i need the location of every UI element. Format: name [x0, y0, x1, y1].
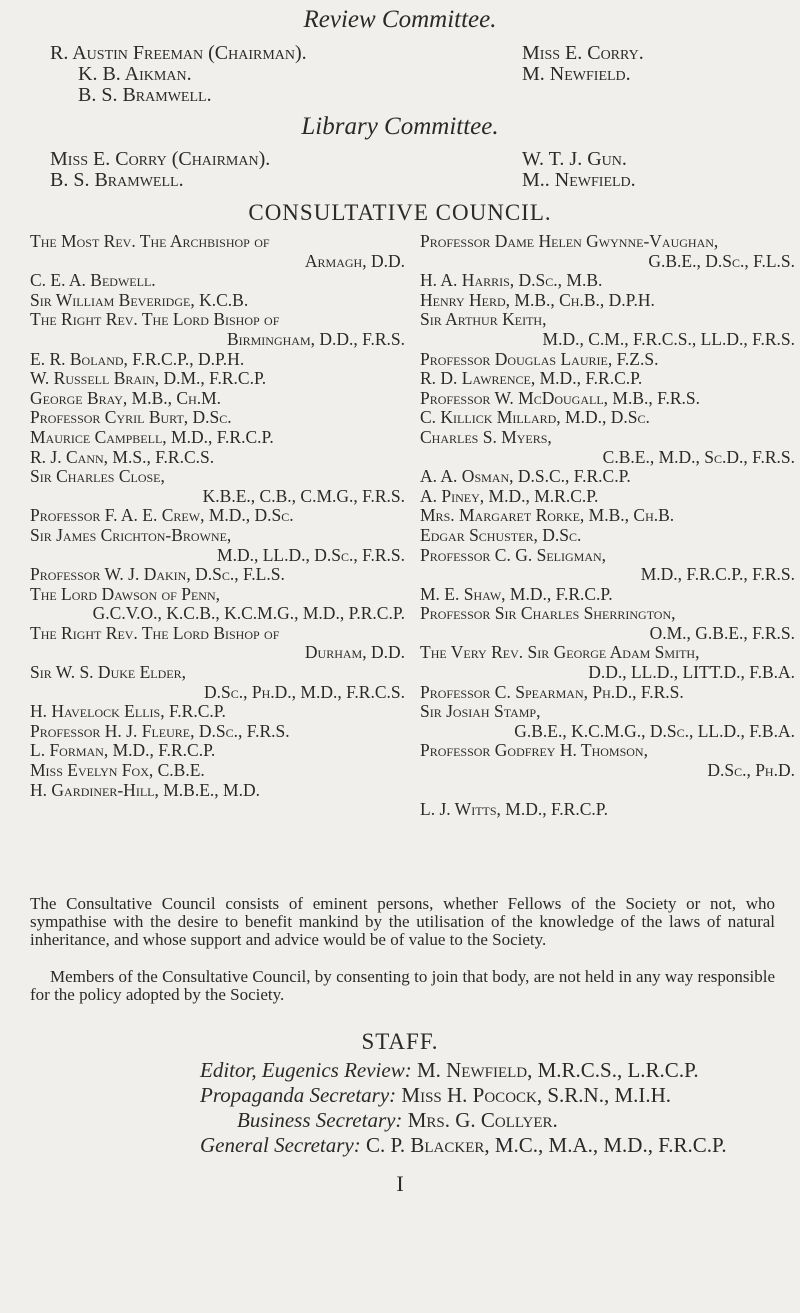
staff-line: [237, 1108, 727, 1133]
council-member-line: M.D., LL.D., D.Sc., F.R.S.: [217, 544, 405, 565]
staff-name: M. Newfield, M.R.C.S., L.R.C.P.: [416, 1058, 699, 1082]
council-description: The Consultative Council consists of eminent persons, whether Fellows of the Society or not, who sympathise with the desire to benefit mankind by the utilisation of the knowledge of the laws of natural inheritance, and whose support and advice would be of value to the Society.: [30, 894, 775, 949]
staff-name: Mrs. G. Collyer.: [407, 1108, 558, 1132]
council-member-line: The Most Rev. The Archbishop of: [30, 231, 270, 251]
council-member-line: M. E. Shaw, M.D., F.R.C.P.: [420, 583, 613, 604]
staff-name: C. P. Blacker, M.C., M.A., M.D., F.R.C.P.: [366, 1133, 727, 1157]
council-member-line: W. Russell Brain, D.M., F.R.C.P.: [30, 368, 267, 389]
council-member-line: G.C.V.O., K.C.B., K.C.M.G., M.D., P.R.C.P.: [92, 603, 405, 624]
council-member-line: Professor H. J. Fleure, D.Sc., F.R.S.: [30, 720, 290, 741]
council-member-line: C. E. A. Bedwell.: [30, 270, 156, 291]
staff-role: Editor, Eugenics Review:: [200, 1058, 412, 1082]
review-member: M. Newfield.: [522, 63, 631, 85]
council-member-line: A. A. Osman, D.S.C., F.R.C.P.: [420, 466, 631, 487]
council-member-line: The Right Rev. The Lord Bishop of: [30, 622, 280, 643]
staff-role: Business Secretary:: [237, 1108, 403, 1132]
council-member-line: L. Forman, M.D., F.R.C.P.: [30, 740, 216, 761]
council-member-line: D.Sc., Ph.D., M.D., F.R.C.S.: [203, 681, 405, 702]
review-member: Miss E. Corry.: [522, 42, 644, 64]
council-member-line: Henry Herd, M.B., Ch.B., D.P.H.: [420, 289, 655, 310]
council-member-line: Sir Charles Close,: [30, 466, 165, 487]
council-member-line: A. Piney, M.D., M.R.C.P.: [420, 485, 599, 506]
council-member-line: O.M., G.B.E., F.R.S.: [649, 622, 795, 643]
council-member-line: Birmingham, D.D., F.R.S.: [226, 328, 405, 349]
council-member-line: Professor Godfrey H. Thomson,: [420, 740, 648, 761]
council-member-line: Charles S. Myers,: [420, 426, 552, 447]
council-member-line: K.B.E., C.B., C.M.G., F.R.S.: [202, 485, 405, 506]
council-member-line: Sir Josiah Stamp,: [420, 701, 541, 722]
library-member: B. S. Bramwell.: [50, 169, 184, 191]
council-member-line: C.B.E., M.D., Sc.D., F.R.S.: [602, 446, 795, 467]
council-member-line: G.B.E., K.C.M.G., D.Sc., LL.D., F.B.A.: [514, 720, 795, 741]
council-member-line: D.Sc., Ph.D.: [707, 760, 795, 781]
council-right-column: [420, 232, 795, 820]
council-member-line: C. Killick Millard, M.D., D.Sc.: [420, 407, 650, 428]
staff-line: [200, 1058, 727, 1083]
council-member-line: Sir Arthur Keith,: [420, 309, 547, 330]
council-heading: CONSULTATIVE COUNCIL.: [248, 200, 552, 225]
council-member-line: Professor Douglas Laurie, F.Z.S.: [420, 348, 659, 369]
council-member-line: R. D. Lawrence, M.D., F.R.C.P.: [420, 368, 643, 389]
staff-role: General Secretary:: [200, 1133, 361, 1157]
council-member-line: Professor C. Spearman, Ph.D., F.R.S.: [420, 681, 684, 702]
council-member-line: Professor Cyril Burt, D.Sc.: [30, 407, 232, 428]
staff-heading: STAFF.: [361, 1029, 439, 1054]
council-member-line: M.D., F.R.C.P., F.R.S.: [640, 564, 795, 585]
library-member: M.. Newfield.: [522, 169, 636, 191]
council-member-line: E. R. Boland, F.R.C.P., D.P.H.: [30, 348, 245, 369]
council-member-line: Professor Sir Charles Sherrington,: [420, 603, 676, 624]
council-member-line: The Very Rev. Sir George Adam Smith,: [420, 642, 700, 663]
council-member-line: M.D., C.M., F.R.C.S., LL.D., F.R.S.: [542, 328, 795, 349]
council-member-line: Sir William Beveridge, K.C.B.: [30, 289, 249, 310]
council-member-line: Durham, D.D.: [304, 642, 405, 663]
council-member-line: [420, 781, 795, 801]
council-member-line: Armagh, D.D.: [304, 250, 405, 271]
council-member-line: Maurice Campbell, M.D., F.R.C.P.: [30, 426, 274, 447]
council-member-line: R. J. Cann, M.S., F.R.C.S.: [30, 446, 215, 467]
council-member-line: Professor W. McDougall, M.B., F.R.S.: [420, 387, 701, 408]
review-committee-chair: R. Austin Freeman (Chairman).: [50, 42, 307, 64]
staff-role: Propaganda Secretary:: [200, 1083, 397, 1107]
council-member-line: L. J. Witts, M.D., F.R.C.P.: [420, 799, 608, 820]
staff-line: [200, 1133, 727, 1158]
council-member-line: G.B.E., D.Sc., F.L.S.: [648, 250, 795, 271]
council-member-line: Sir W. S. Duke Elder,: [30, 662, 187, 683]
council-member-line: Professor C. G. Seligman,: [420, 544, 607, 565]
council-member-line: George Bray, M.B., Ch.M.: [30, 387, 222, 408]
council-member-line: Miss Evelyn Fox, C.B.E.: [30, 760, 205, 781]
council-member-line: Professor Dame Helen Gwynne-Vaughan,: [420, 231, 719, 251]
review-committee-heading: Review Committee.: [303, 6, 497, 33]
staff-line: [200, 1083, 727, 1108]
council-left-column: [30, 232, 405, 800]
page-number: I: [396, 1171, 404, 1196]
council-responsibility-note: Members of the Consultative Council, by consenting to join that body, are not held in any way responsible for the policy adopted by the Society.: [30, 967, 775, 1004]
council-member-line: The Right Rev. The Lord Bishop of: [30, 309, 280, 330]
council-member-line: The Lord Dawson of Penn,: [30, 583, 220, 604]
council-member-line: H. A. Harris, D.Sc., M.B.: [420, 270, 603, 291]
library-member: W. T. J. Gun.: [522, 148, 627, 170]
council-member-line: Edgar Schuster, D.Sc.: [420, 524, 582, 545]
staff-name: Miss H. Pocock, S.R.N., M.I.H.: [401, 1083, 672, 1107]
council-member-line: H. Gardiner-Hill, M.B.E., M.D.: [30, 779, 260, 800]
council-member-line: Professor F. A. E. Crew, M.D., D.Sc.: [30, 505, 294, 526]
council-member-line: H. Havelock Ellis, F.R.C.P.: [30, 701, 226, 722]
review-member: B. S. Bramwell.: [78, 84, 212, 106]
staff-list: [200, 1058, 727, 1158]
library-member: Miss E. Corry (Chairman).: [50, 148, 271, 170]
council-member-line: D.D., LL.D., LITT.D., F.B.A.: [588, 662, 795, 683]
council-member-line: Sir James Crichton-Browne,: [30, 524, 232, 545]
council-member-line: Professor W. J. Dakin, D.Sc., F.L.S.: [30, 564, 285, 585]
council-member-line: Mrs. Margaret Rorke, M.B., Ch.B.: [420, 505, 675, 526]
library-committee-heading: Library Committee.: [301, 113, 499, 140]
review-member: K. B. Aikman.: [78, 63, 192, 85]
